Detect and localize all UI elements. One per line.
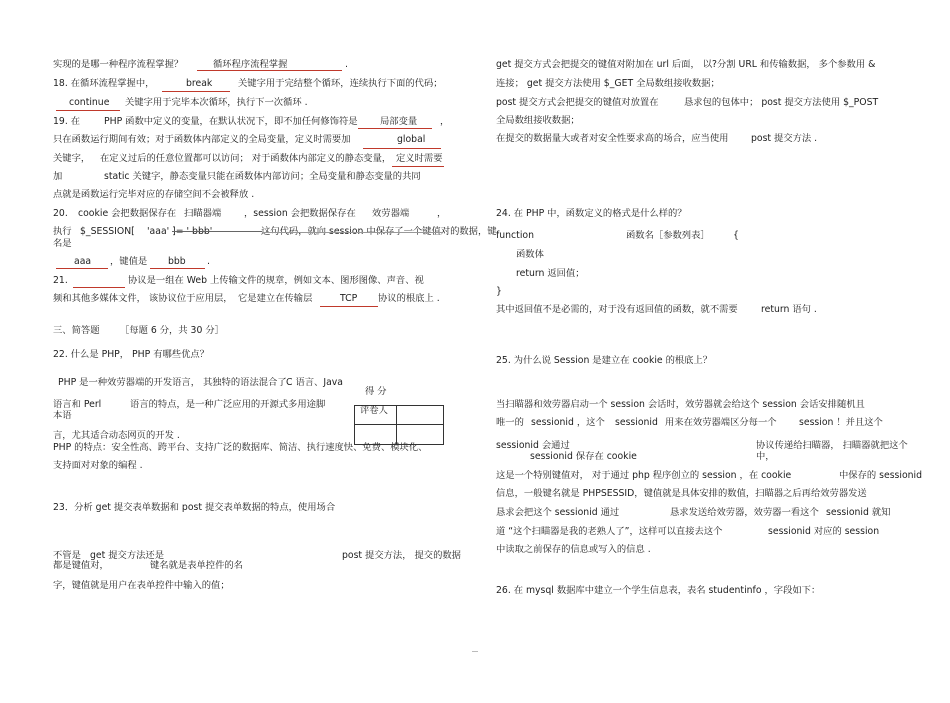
q21-text-3: 它是建立在传输层: [238, 293, 313, 304]
a22-text: PHP 是一种效劳器端的开发语言， 其独特的语法混合了: [58, 377, 287, 388]
a23-text: 不管是: [53, 550, 81, 561]
q26-question: 26. 在 mysql 数据库中建立一个学生信息表，表名 studentinfo ，字段如下：: [496, 585, 821, 596]
a25-text-8: 协议传递给扫瞄器， 扫瞄器就把这个: [756, 440, 908, 451]
answer-underline: [363, 148, 441, 149]
answer-underline: [56, 110, 120, 111]
a22-text-5: 本语: [53, 410, 72, 421]
answer-20d: bbb: [168, 256, 186, 267]
session-code: $_SESSION[: [80, 226, 135, 237]
a23-text-6: 字，键值就是用户在表单控件中输入的值；: [53, 580, 230, 591]
reviewer-label: 评卷人: [360, 405, 388, 416]
q19-text-5: 加: [53, 171, 63, 182]
r-text-5: 全局数组接收数据；: [496, 115, 580, 126]
a25-text-10: 中，: [756, 451, 775, 462]
a25-text-14: 恳求会把这个 sessionid 通过: [496, 507, 620, 518]
q21-text-4: 协议的根底上 .: [378, 293, 440, 304]
a25-text-13: 信息，一般键名就是 PHPSESSID，键值就是具体安排的数值，扫瞄器之后再给效劳器发送: [496, 488, 867, 499]
answer-17: 循环程序流程掌握: [213, 59, 288, 70]
answer-19a: 局部变量: [380, 116, 418, 127]
func-open-brace: {: [733, 230, 739, 241]
section-scoring: ［每题 6 分，共 30 分］: [120, 325, 224, 336]
answer-underline: [358, 128, 432, 129]
r-text-7: post 提交方法 .: [751, 133, 818, 144]
r-text-1: get 提交方式会把提交的键值对附加在 url 后面， 以?分割 URL 和传输数据， 多个参数用 &: [496, 59, 876, 70]
a25-text-19: 中读取之前保存的信息或写入的信息 .: [496, 544, 651, 555]
q21-number: 21.: [53, 275, 68, 286]
q19-text: PHP 函数中定义的变量，在默认状况下，即不加任何修饰符是: [104, 116, 358, 127]
strike-line: [172, 231, 262, 232]
a25-text-4: sessionid: [615, 417, 658, 428]
q19-text-3: 关键字，: [53, 153, 91, 164]
q24-question: 24. 在 PHP 中，函数定义的格式是什么样的？: [496, 208, 687, 219]
q20-text: cookie 会把数据保存在: [78, 208, 177, 219]
a25-text-6: session ！并且这个: [799, 417, 883, 428]
a22-text-4: 语言的特点，是一种广泛应用的开源式多用途脚: [130, 399, 326, 410]
a22-text-2: C 语言、Java: [286, 377, 343, 388]
answer-20b: 效劳器端: [372, 208, 410, 219]
score-table-divider: [354, 424, 444, 425]
score-label: 得 分: [365, 386, 387, 397]
a25-text-1: 当扫瞄器和效劳器启动一个 session 会话时，效劳器就会给这个 session 会话安排随机且: [496, 399, 865, 410]
a25-text-12: 中保存的 sessionid: [839, 470, 923, 481]
q19-number: 19. 在: [53, 116, 81, 127]
answer-20a: 扫瞄器端: [184, 208, 222, 219]
r-text-4: 恳求包的包体中； post 提交方法使用 $_POST: [684, 97, 879, 108]
q19-text-4: 在定义过后的任意位置都可以访问； 对于函数体内部定义的静态变量，: [100, 153, 392, 164]
strike-line: [262, 232, 442, 233]
a23-text-2: get 提交方法还是: [90, 550, 165, 561]
q25-question: 25. 为什么说 Session 是建立在 cookie 的根底上？: [496, 355, 713, 366]
a25-text-9: sessionid 保存在 cookie: [530, 451, 637, 462]
func-body: 函数体: [516, 249, 544, 260]
section-title: 三、简答题: [53, 325, 100, 336]
a25-text-18: sessionid 对应的 session: [768, 526, 880, 537]
q19-text-6: static 关键字，静态变量只能在函数体内部访问；全局变量和静态变量的共同: [104, 171, 421, 182]
page-marker: [472, 651, 478, 652]
q20-text-6: ，键值是: [110, 256, 148, 267]
score-table-divider: [396, 405, 397, 445]
a25-text-3: sessionid ，这个: [531, 417, 605, 428]
answer-underline: [392, 166, 444, 167]
a22-text-8: 支持面对对象的编程 .: [53, 460, 143, 471]
a25-text-11: 这是一个特别键值对， 对于通过 php 程序创立的 session ，在 cookie: [496, 470, 792, 481]
q20-number: 20.: [53, 208, 68, 219]
a22-text-7: PHP 的特点：安全性高、跨平台、支持广泛的数据库、简洁、执行速度快、免费、模块化、: [53, 442, 428, 453]
func-keyword: function: [496, 230, 534, 241]
r-text-2: 连接； get 提交方法使用 $_GET 全局数组接收数据；: [496, 78, 720, 89]
a23-text-3: post 提交方法， 提交的数据: [342, 550, 461, 561]
func-close-brace: }: [496, 286, 502, 297]
q23-question: 23．分析 get 提交表单数据和 post 提交表单数据的特点，使用场合: [53, 502, 336, 513]
a22-text-3: 语言和 Perl: [53, 399, 102, 410]
q20-text-3: 执行: [53, 226, 72, 237]
q20-text-5: 名是: [53, 238, 72, 249]
q18-text-3: 关键字用于完毕本次循环，执行下一次循环 .: [125, 97, 308, 108]
answer-underline: [162, 91, 230, 92]
answer-underline: [320, 306, 378, 307]
q18-text-2: 关键字用于完结整个循环，连续执行下面的代码；: [238, 78, 443, 89]
a23-text-4: 都是键值对，: [53, 560, 109, 571]
q22-question: 22. 什么是 PHP， PHP 有哪些优点？: [53, 349, 209, 360]
answer-20c: aaa: [74, 256, 92, 267]
answer-19c: 定义时需要: [396, 153, 443, 164]
q18-text: 18. 在循环流程掌握中，: [53, 78, 155, 89]
a25-text-15: 恳求发送给效劳器，效劳器一看这个: [670, 507, 819, 518]
r-text-3: post 提交方式会把提交的键值对放置在: [496, 97, 659, 108]
comma: ，: [440, 116, 450, 127]
answer-19b: global: [397, 134, 426, 145]
q21-text: 协议是一组在 Web 上传输文件的规章，例如文本、图形图像、声音、视: [128, 275, 424, 286]
q21-text-2: 频和其他多媒体文件， 该协议位于应用层，: [53, 293, 233, 304]
a25-text-16: sessionid 就知: [826, 507, 891, 518]
period: .: [345, 59, 348, 70]
a25-text-17: 道 “这个扫瞄器是我的老熟人了”，这样可以直接去这个: [496, 526, 723, 537]
answer-21: TCP: [340, 293, 358, 304]
r-text-6: 在提交的数据量大或者对安全性要求高的场合，应当使用: [496, 133, 729, 144]
a25-text-5: 用来在效劳器端区分每一个: [665, 417, 777, 428]
a22-text-6: 言，尤其适合动态网页的开发 .: [53, 430, 180, 441]
answer-18a: break: [186, 78, 213, 89]
q20-text-4: 这句代码，就向 session 中保存了一个键值对的数据，键: [261, 226, 497, 237]
answer-18b: continue: [69, 97, 110, 108]
q19-text-2: 只在函数运行期间有效；对于函数体内部定义的全局变量，定义时需要加: [53, 134, 351, 145]
answer-underline: [150, 268, 205, 269]
func-return: return 返回值；: [516, 268, 585, 279]
answer-underline: [56, 268, 108, 269]
q20-text-2: ，session 会把数据保存在: [244, 208, 356, 219]
answer-underline: [197, 70, 342, 71]
func-note-2: return 语句 .: [761, 304, 817, 315]
a23-text-5: 键名就是表单控件的名: [150, 560, 243, 571]
session-code-2: 'aaa' ]= ' bbb': [147, 226, 213, 237]
answer-underline: [73, 287, 125, 288]
comma: ，: [437, 208, 447, 219]
period: .: [207, 256, 210, 267]
func-note: 其中返回值不是必需的，对于没有返回值的函数，就不需要: [496, 304, 738, 315]
a25-text-2: 唯一的: [496, 417, 524, 428]
a25-text-7: sessionid 会通过: [496, 440, 570, 451]
q17-tail: 实现的是哪一种程序流程掌握？: [53, 59, 184, 70]
func-signature: 函数名［参数列表］: [626, 230, 710, 241]
q19-text-7: 点就是函数运行完毕对应的存储空间不会被释放 .: [53, 189, 255, 200]
